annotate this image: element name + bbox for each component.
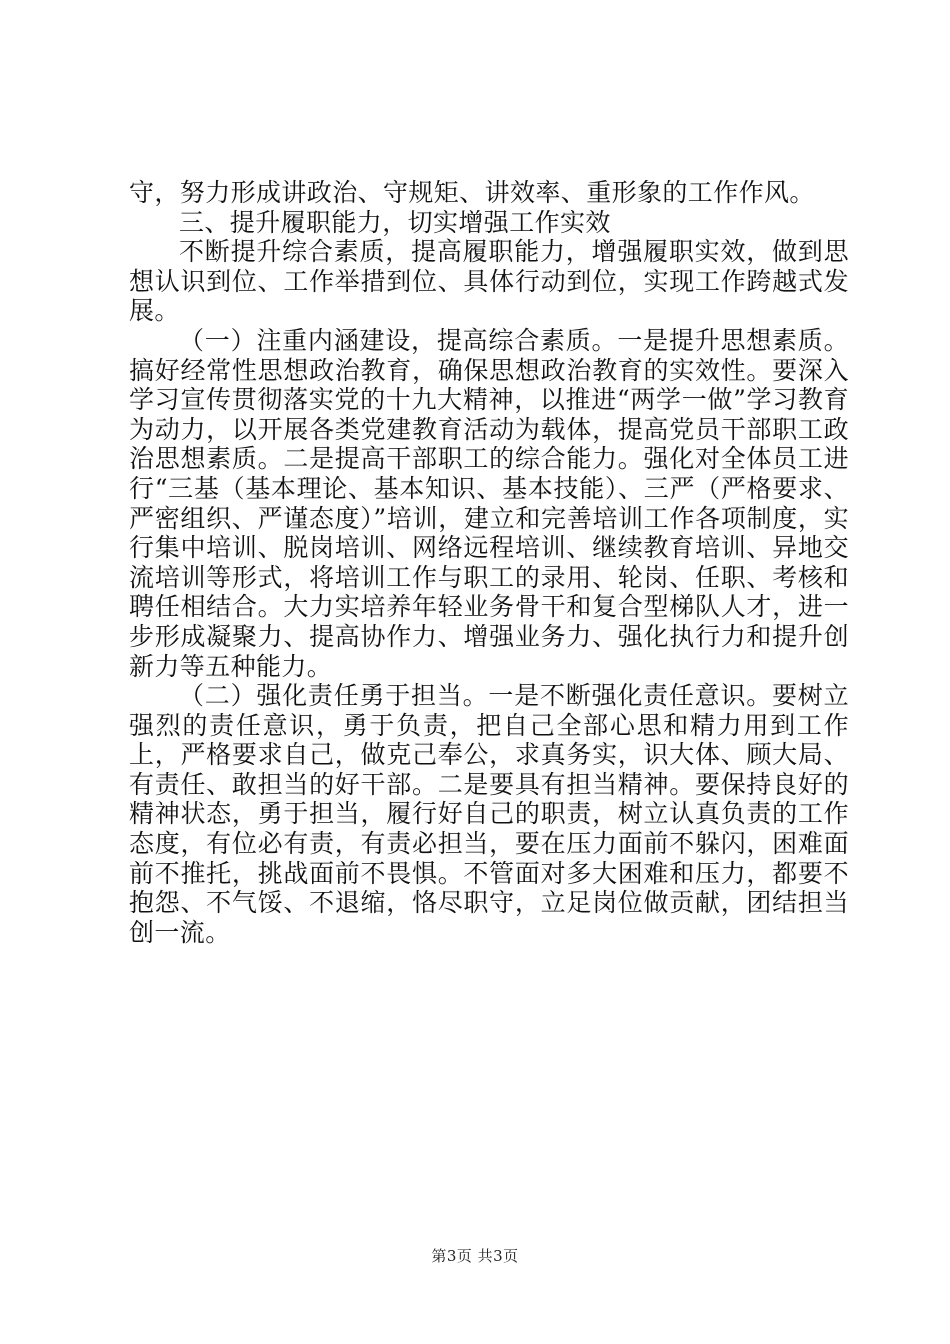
paragraph-subsection-1: （一）注重内涵建设，提高综合素质。一是提升思想素质。搞好经常性思想政治教育，确保思想政治教育的实效性。要深入学习宣传贯彻落实党的十九大精神，以推进“两学一做”学习教育为动力，以开展各类党建教育活动为载体，提高党员干部职工政治思想素质。二是提高干部职工的综合能力。强化对全体员工进行“三基（基本理论、基本知识、基本技能）、三严（严格要求、严密组织、严谨态度）”培训，建立和完善培训工作各项制度，实行集中培训、脱岗培训、网络远程培训、继续教育培训、异地交流培训等形式，将培训工作与职工的录用、轮岗、任职、考核和聘任相结合。大力实培养年轻业务骨干和复合型梯队人才，进一步形成凝聚力、提高协作力、增强业务力、强化执行力和提升创新力等五种能力。 (129, 325, 849, 681)
document-body (129, 178, 849, 947)
paragraph-intro: 不断提升综合素质，提高履职能力，增强履职实效，做到思想认识到位、工作举措到位、具体行动到位，实现工作跨越式发展。 (129, 237, 849, 326)
paragraph-continuation: 守，努力形成讲政治、守规矩、讲效率、重形象的工作作风。 (129, 178, 815, 207)
section-heading: 三、提升履职能力，切实增强工作实效 (179, 207, 611, 237)
paragraph-subsection-2: （二）强化责任勇于担当。一是不断强化责任意识。要树立强烈的责任意识，勇于负责，把自己全部心思和精力用到工作上，严格要求自己，做克己奉公，求真务实，识大体、顾大局、有责任、敢担当的好干部。二是要具有担当精神。要保持良好的精神状态，勇于担当，履行好自己的职责，树立认真负责的工作态度，有位必有责，有责必担当，要在压力面前不躲闪，困难面前不推托，挑战面前不畏惧。不管面对多大困难和压力，都要不抱怨、不气馁、不退缩，恪尽职守，立足岗位做贡献，团结担当创一流。 (129, 681, 849, 947)
page-footer: 第3页 共3页 (431, 1247, 519, 1265)
